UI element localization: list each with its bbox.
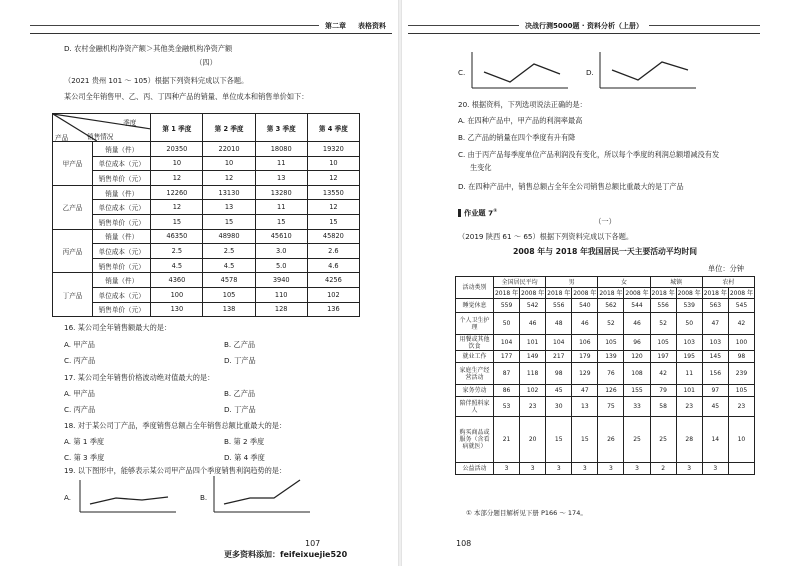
group-header-cell: 农村 — [702, 277, 754, 288]
activity-table-title: 2008 年与 2018 年我国居民一天主要活动平均时间 — [512, 247, 698, 256]
metric-label-cell: 单位成本（元） — [93, 287, 151, 302]
value-cell: 542 — [520, 299, 546, 313]
value-cell: 23 — [728, 397, 754, 417]
value-cell: 13 — [572, 397, 598, 417]
left-chapter: 第二章 — [325, 21, 346, 30]
value-cell: 15 — [255, 214, 307, 229]
value-cell: 98 — [728, 351, 754, 363]
table-row — [456, 385, 755, 397]
value-cell: 4360 — [151, 273, 203, 288]
q16-option-d[interactable]: D. 丁产品 — [224, 356, 256, 365]
value-cell: 10 — [307, 156, 359, 171]
value-cell: 2.5 — [151, 244, 203, 259]
metric-label-cell: 销量（件） — [93, 185, 151, 200]
group-header-cell: 全国居民平均 — [494, 277, 546, 288]
table-row — [53, 200, 360, 215]
product-name-cell: 甲产品 — [53, 142, 93, 186]
year-header-cell: 2008 年 — [573, 289, 597, 297]
value-cell: 98 — [546, 363, 572, 385]
value-cell: 101 — [520, 335, 546, 351]
value-cell — [728, 463, 754, 475]
value-cell: 96 — [624, 335, 650, 351]
year-header-cell: 2018 年 — [703, 289, 727, 297]
value-cell: 23 — [676, 397, 702, 417]
value-cell: 14 — [702, 417, 728, 463]
value-cell: 48980 — [203, 229, 255, 244]
value-cell: 13 — [255, 171, 307, 186]
value-cell: 102 — [520, 385, 546, 397]
value-cell: 149 — [520, 351, 546, 363]
year-header-cell: 2008 年 — [521, 289, 545, 297]
value-cell: 179 — [572, 351, 598, 363]
question-16: 16. 某公司全年销售额最大的是： — [64, 323, 172, 332]
question-19: 19. 以下图形中，能够表示某公司甲产品四个季度销售利润趋势的是： — [64, 466, 287, 475]
value-cell: 15 — [307, 214, 359, 229]
year-header-cell: 2018 年 — [599, 289, 623, 297]
value-cell: 13550 — [307, 185, 359, 200]
chart-option-c[interactable] — [470, 50, 570, 90]
value-cell: 145 — [702, 351, 728, 363]
value-cell: 559 — [494, 299, 520, 313]
product-name-cell: 乙产品 — [53, 185, 93, 229]
metric-label-cell: 销量（件） — [93, 229, 151, 244]
value-cell: 100 — [151, 287, 203, 302]
value-cell: 11 — [255, 200, 307, 215]
value-cell: 15 — [151, 214, 203, 229]
value-cell: 76 — [598, 363, 624, 385]
value-cell: 10 — [203, 156, 255, 171]
left-page-number: 107 — [305, 539, 321, 548]
left-header — [30, 18, 392, 34]
value-cell: 11 — [255, 156, 307, 171]
value-cell: 3 — [624, 463, 650, 475]
metric-label-cell: 销售单价（元） — [93, 258, 151, 273]
value-cell: 139 — [598, 351, 624, 363]
value-cell: 50 — [494, 313, 520, 335]
value-cell: 155 — [624, 385, 650, 397]
value-cell: 45 — [546, 385, 572, 397]
table-row — [53, 273, 360, 288]
right-header — [408, 18, 760, 34]
value-cell: 10 — [151, 156, 203, 171]
metric-label-cell: 销售单价（元） — [93, 171, 151, 186]
table-header-row — [456, 277, 755, 288]
chart-option-a[interactable] — [78, 478, 178, 514]
table-row — [456, 397, 755, 417]
value-cell: 58 — [650, 397, 676, 417]
metric-label-cell: 销量（件） — [93, 273, 151, 288]
value-cell: 46 — [572, 313, 598, 335]
option-d-previous: D. 农村金融机构净资产额＞其他类金融机构净资产额 — [64, 44, 233, 53]
value-cell: 197 — [650, 351, 676, 363]
year-header-cell: 2008 年 — [729, 289, 754, 297]
value-cell: 22010 — [203, 142, 255, 157]
value-cell: 126 — [598, 385, 624, 397]
table-row — [456, 335, 755, 351]
value-cell: 79 — [650, 385, 676, 397]
value-cell: 46350 — [151, 229, 203, 244]
value-cell: 11 — [676, 363, 702, 385]
value-cell: 556 — [650, 299, 676, 313]
value-cell: 13130 — [203, 185, 255, 200]
sales-table — [52, 113, 360, 317]
value-cell: 18080 — [255, 142, 307, 157]
table-row — [53, 258, 360, 273]
source-line: （2021 贵州 101 ～ 105）根据下列资料完成以下各题。 — [64, 76, 249, 85]
value-cell: 46 — [624, 313, 650, 335]
year-header-row — [456, 288, 755, 299]
value-cell: 130 — [151, 302, 203, 317]
value-cell: 33 — [624, 397, 650, 417]
value-cell: 4.5 — [203, 258, 255, 273]
right-source-line: （2019 陕西 61 ～ 65）根据下列资料完成以下各题。 — [458, 232, 634, 241]
value-cell: 23 — [520, 397, 546, 417]
product-name-cell: 丙产品 — [53, 229, 93, 273]
value-cell: 105 — [650, 335, 676, 351]
value-cell: 3940 — [255, 273, 307, 288]
activity-table — [455, 276, 755, 475]
value-cell: 105 — [728, 385, 754, 397]
value-cell: 195 — [676, 351, 702, 363]
value-cell: 120 — [624, 351, 650, 363]
value-cell: 4256 — [307, 273, 359, 288]
chart-b-label[interactable]: B. — [200, 493, 208, 502]
value-cell: 26 — [598, 417, 624, 463]
q17-option-a[interactable]: A. 甲产品 — [64, 389, 95, 398]
value-cell: 544 — [624, 299, 650, 313]
right-page-number: 108 — [456, 539, 472, 548]
value-cell: 100 — [728, 335, 754, 351]
quarter-header: 第 2 季度 — [203, 114, 255, 142]
value-cell: 12 — [151, 171, 203, 186]
value-cell: 86 — [494, 385, 520, 397]
value-cell: 75 — [598, 397, 624, 417]
table-row — [53, 142, 360, 157]
value-cell: 12 — [203, 171, 255, 186]
value-cell: 53 — [494, 397, 520, 417]
chart-d-label[interactable]: D. — [586, 68, 594, 77]
metric-label-cell: 销售单价（元） — [93, 302, 151, 317]
section-heading: （四） — [195, 58, 217, 67]
table-row — [456, 417, 755, 463]
group-header-cell: 男 — [546, 277, 598, 288]
value-cell: 103 — [702, 335, 728, 351]
metric-label-cell: 单位成本（元） — [93, 244, 151, 259]
value-cell: 20 — [520, 417, 546, 463]
activity-label-cell: 陪伴照料家人 — [456, 397, 494, 417]
activity-label-cell: 就业工作 — [456, 351, 494, 363]
value-cell: 15 — [546, 417, 572, 463]
table-row — [456, 351, 755, 363]
activity-label-cell: 公益活动 — [456, 463, 494, 475]
q18-option-d[interactable]: D. 第 4 季度 — [224, 453, 265, 462]
value-cell: 539 — [676, 299, 702, 313]
q17-option-c[interactable]: C. 丙产品 — [64, 405, 96, 414]
metric-label-cell: 单位成本（元） — [93, 200, 151, 215]
value-cell: 15 — [203, 214, 255, 229]
value-cell: 42 — [728, 313, 754, 335]
homework-label: 作业题 7 — [464, 208, 494, 218]
question-17: 17. 某公司全年销售价格波动绝对值最大的是： — [64, 373, 215, 382]
left-header-title: 表格资料 — [358, 21, 386, 30]
value-cell: 104 — [494, 335, 520, 351]
q16-option-b[interactable]: B. 乙产品 — [224, 340, 256, 349]
quarter-header: 第 1 季度 — [151, 114, 203, 142]
chart-option-b[interactable] — [212, 474, 312, 514]
table-row — [53, 156, 360, 171]
q20-option-a[interactable]: A. 在四种产品中，甲产品的利润率最高 — [458, 116, 583, 125]
chart-a-label[interactable]: A. — [64, 493, 72, 502]
unit-label: 单位：分钟 — [708, 264, 744, 273]
value-cell: 25 — [650, 417, 676, 463]
activity-label-cell: 购买商品或服务（含看病就医） — [456, 417, 494, 463]
homework-footnote-mark: ① — [493, 208, 498, 214]
value-cell: 50 — [676, 313, 702, 335]
table-row — [53, 229, 360, 244]
q16-option-c[interactable]: C. 丙产品 — [64, 356, 96, 365]
value-cell: 21 — [494, 417, 520, 463]
product-name-cell: 丁产品 — [53, 273, 93, 317]
table-row — [456, 463, 755, 475]
year-header-cell: 2008 年 — [625, 289, 649, 297]
value-cell: 30 — [546, 397, 572, 417]
value-cell: 5.0 — [255, 258, 307, 273]
diag-mid-label: 销售情况 — [87, 133, 114, 141]
value-cell: 3 — [520, 463, 546, 475]
value-cell: 545 — [728, 299, 754, 313]
value-cell: 19320 — [307, 142, 359, 157]
value-cell: 3 — [702, 463, 728, 475]
value-cell: 108 — [624, 363, 650, 385]
value-cell: 52 — [598, 313, 624, 335]
q18-option-b[interactable]: B. 第 2 季度 — [224, 437, 265, 446]
table-row — [53, 185, 360, 200]
value-cell: 47 — [572, 385, 598, 397]
value-cell: 540 — [572, 299, 598, 313]
activity-label-cell: 睡觉休息 — [456, 299, 494, 313]
right-header-title: 决战行测5000题 · 资料分析（上册） — [525, 21, 644, 30]
year-header-cell: 2018 年 — [547, 289, 571, 297]
value-cell: 105 — [598, 335, 624, 351]
year-header-cell: 2008 年 — [677, 289, 701, 297]
value-cell: 105 — [203, 287, 255, 302]
year-header-cell: 2018 年 — [494, 289, 519, 297]
value-cell: 87 — [494, 363, 520, 385]
activity-label-cell: 个人卫生护理 — [456, 313, 494, 335]
q20-option-d[interactable]: D. 在四种产品中，销售总额占全年全公司销售总额比重最大的是丁产品 — [458, 182, 684, 191]
right-section-heading: （一） — [594, 217, 616, 226]
quarter-header: 第 4 季度 — [307, 114, 359, 142]
diagonal-header-cell — [53, 114, 151, 142]
value-cell: 562 — [598, 299, 624, 313]
value-cell: 128 — [255, 302, 307, 317]
q20-option-b[interactable]: B. 乙产品的销量在四个季度有升有降 — [458, 133, 576, 142]
year-header-cell: 2018 年 — [651, 289, 675, 297]
value-cell: 47 — [702, 313, 728, 335]
table-row — [53, 214, 360, 229]
chart-c-label[interactable]: C. — [458, 68, 466, 77]
value-cell: 239 — [728, 363, 754, 385]
value-cell: 12 — [307, 171, 359, 186]
value-cell: 10 — [728, 417, 754, 463]
value-cell: 52 — [650, 313, 676, 335]
value-cell: 106 — [572, 335, 598, 351]
footnote: ① 本部分题目解析见下册 P166 ～ 174。 — [466, 509, 587, 517]
value-cell: 104 — [546, 335, 572, 351]
value-cell: 13280 — [255, 185, 307, 200]
diag-top-label: 季度 — [123, 119, 137, 127]
quarter-header: 第 3 季度 — [255, 114, 307, 142]
footer-text: 更多资料添加：feifeixuejie520 — [224, 550, 348, 559]
q18-option-c[interactable]: C. 第 3 季度 — [64, 453, 105, 462]
value-cell: 4.5 — [151, 258, 203, 273]
value-cell: 2.6 — [307, 244, 359, 259]
value-cell: 156 — [702, 363, 728, 385]
value-cell: 45820 — [307, 229, 359, 244]
value-cell: 2.5 — [203, 244, 255, 259]
value-cell: 118 — [520, 363, 546, 385]
value-cell: 101 — [676, 385, 702, 397]
question-20: 20. 根据资料，下列选项说法正确的是： — [458, 100, 587, 109]
value-cell: 42 — [650, 363, 676, 385]
activity-header-cell: 活动类别 — [456, 277, 494, 299]
q18-option-a[interactable]: A. 第 1 季度 — [64, 437, 105, 446]
value-cell: 12 — [151, 200, 203, 215]
value-cell: 2 — [650, 463, 676, 475]
value-cell: 3 — [676, 463, 702, 475]
q17-option-b[interactable]: B. 乙产品 — [224, 389, 256, 398]
value-cell: 3 — [546, 463, 572, 475]
intro-line: 某公司全年销售甲、乙、丙、丁四种产品的销量、单位成本和销售单价如下： — [64, 92, 309, 101]
group-header-cell: 城镇 — [650, 277, 702, 288]
table-row — [53, 171, 360, 186]
q20-option-c[interactable]: C. 由于丙产品每季度单位产品利润没有变化，所以每个季度的利润总额增减没有发 — [458, 150, 720, 159]
value-cell: 129 — [572, 363, 598, 385]
value-cell: 217 — [546, 351, 572, 363]
value-cell: 25 — [624, 417, 650, 463]
table-row — [456, 363, 755, 385]
value-cell: 3 — [598, 463, 624, 475]
q16-option-a[interactable]: A. 甲产品 — [64, 340, 95, 349]
q20-option-c-cont: 生变化 — [470, 163, 492, 172]
value-cell: 4.6 — [307, 258, 359, 273]
diag-bottom-label: 产品 — [55, 134, 69, 142]
metric-label-cell: 销量（件） — [93, 142, 151, 157]
value-cell: 138 — [203, 302, 255, 317]
table-row — [53, 287, 360, 302]
value-cell: 46 — [520, 313, 546, 335]
value-cell: 12 — [307, 200, 359, 215]
value-cell: 13 — [203, 200, 255, 215]
metric-label-cell: 单位成本（元） — [93, 156, 151, 171]
value-cell: 556 — [546, 299, 572, 313]
value-cell: 45610 — [255, 229, 307, 244]
value-cell: 4578 — [203, 273, 255, 288]
value-cell: 563 — [702, 299, 728, 313]
value-cell: 15 — [572, 417, 598, 463]
value-cell: 45 — [702, 397, 728, 417]
value-cell: 136 — [307, 302, 359, 317]
question-18: 18. 对于某公司丁产品，季度销售总额占全年销售总额比重最大的是： — [64, 421, 287, 430]
value-cell: 110 — [255, 287, 307, 302]
value-cell: 20350 — [151, 142, 203, 157]
homework-heading — [458, 207, 497, 217]
table-row — [456, 299, 755, 313]
metric-label-cell: 销售单价（元） — [93, 214, 151, 229]
chart-option-d[interactable] — [598, 50, 698, 90]
table-row — [53, 302, 360, 317]
value-cell: 103 — [676, 335, 702, 351]
value-cell: 28 — [676, 417, 702, 463]
value-cell: 102 — [307, 287, 359, 302]
value-cell: 97 — [702, 385, 728, 397]
activity-label-cell: 家庭生产经营活动 — [456, 363, 494, 385]
value-cell: 12260 — [151, 185, 203, 200]
activity-label-cell: 家务劳动 — [456, 385, 494, 397]
value-cell: 177 — [494, 351, 520, 363]
value-cell: 3 — [572, 463, 598, 475]
value-cell: 3 — [494, 463, 520, 475]
activity-label-cell: 用餐或其他饮食 — [456, 335, 494, 351]
group-header-cell: 女 — [598, 277, 650, 288]
value-cell: 48 — [546, 313, 572, 335]
value-cell: 3.0 — [255, 244, 307, 259]
q17-option-d[interactable]: D. 丁产品 — [224, 405, 256, 414]
table-row — [53, 244, 360, 259]
table-row — [456, 313, 755, 335]
